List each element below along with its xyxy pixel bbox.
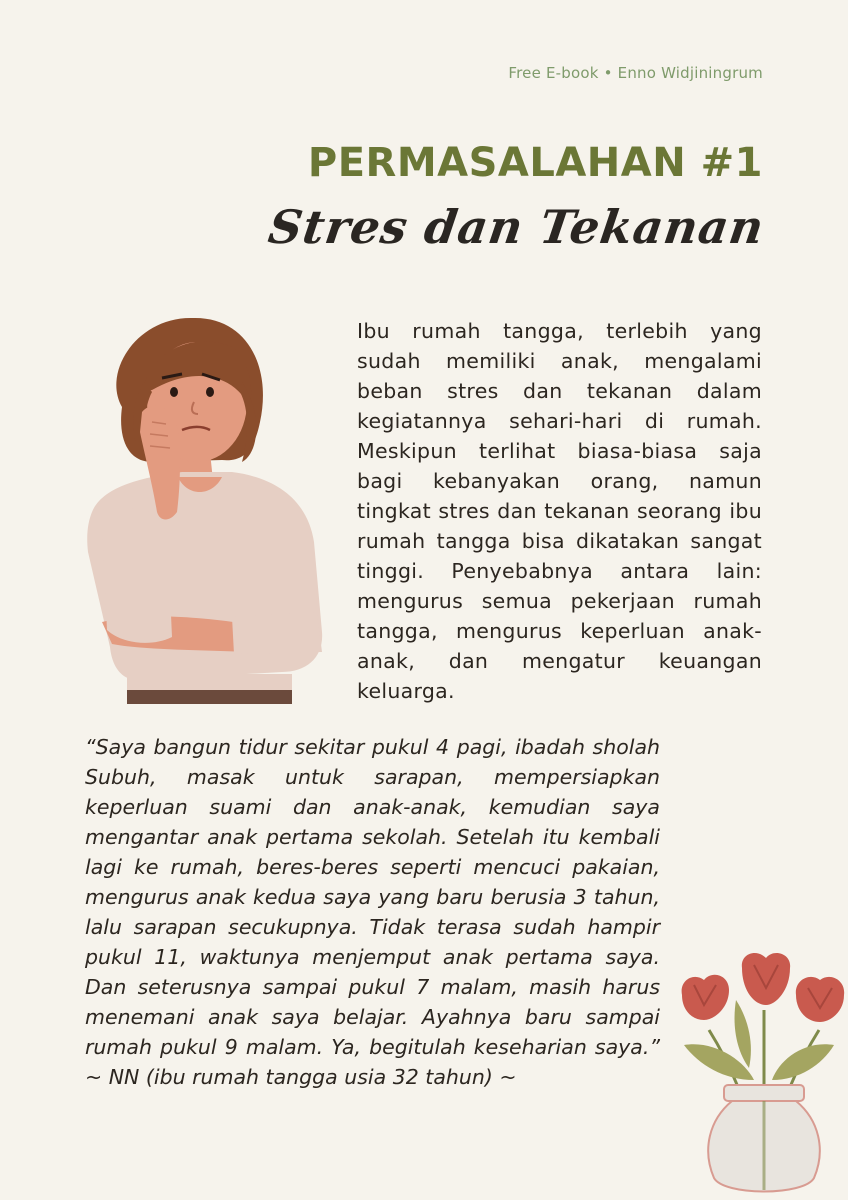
- testimonial-quote: “Saya bangun tidur sekitar pukul 4 pagi, ibadah sholah Subuh, masak untuk sarapan, mempersiapkan keperluan suami dan anak-anak, kemudian saya mengantar anak pertama sekolah. Setelah itu kembali lagi ke rumah, beres-beres seperti mencuci pakaian, mengurus anak kedua saya yang baru berusia 3 tahun, lalu sarapan secukupnya. Tidak terasa sudah hampir pukul 11, waktunya menjemput anak pertama saya. Dan seterusnya sampai pukul 7 malam, masih harus menemani anak saya belajar. Ayahnya baru sampai rumah pukul 9 malam. Ya, begitulah keseharian saya.” ~ NN (ibu rumah tangga usia 32 tahun) ~: [85, 735, 660, 1089]
- thinking-woman-illustration: [82, 312, 327, 707]
- leaf: [735, 1000, 751, 1068]
- skirt-band: [127, 690, 292, 704]
- upright-arm: [102, 508, 172, 643]
- page-subtitle: Stres dan Tekanan: [265, 200, 768, 254]
- lower-sweater: [127, 674, 292, 690]
- leaf: [772, 1044, 834, 1080]
- right-eye: [206, 387, 214, 397]
- left-eye: [170, 387, 178, 397]
- header-credit: Free E-book • Enno Widjiningrum: [508, 64, 763, 82]
- sleeve-lower: [232, 612, 322, 654]
- flower-center: [742, 953, 790, 1005]
- vase-neck: [724, 1085, 804, 1101]
- flower-vase-illustration: [674, 950, 848, 1200]
- flower-right: [796, 977, 844, 1022]
- intro-paragraph: Ibu rumah tangga, terlebih yang sudah memiliki anak, mengalami beban stres dan tekanan dalam kegiatannya sehari-hari di rumah. Meskipun terlihat biasa-biasa saja bagi kebanyakan orang, namun tingkat stres dan tekanan seorang ibu rumah tangga bisa dikatakan sangat tinggi. Penyebabnya antara lain: mengurus semua pekerjaan rumah tangga, mengurus keperluan anak-anak, dan mengatur keuangan keluarga.: [357, 319, 762, 703]
- page-title: PERMASALAHAN #1: [307, 140, 763, 186]
- flower-left: [682, 975, 729, 1020]
